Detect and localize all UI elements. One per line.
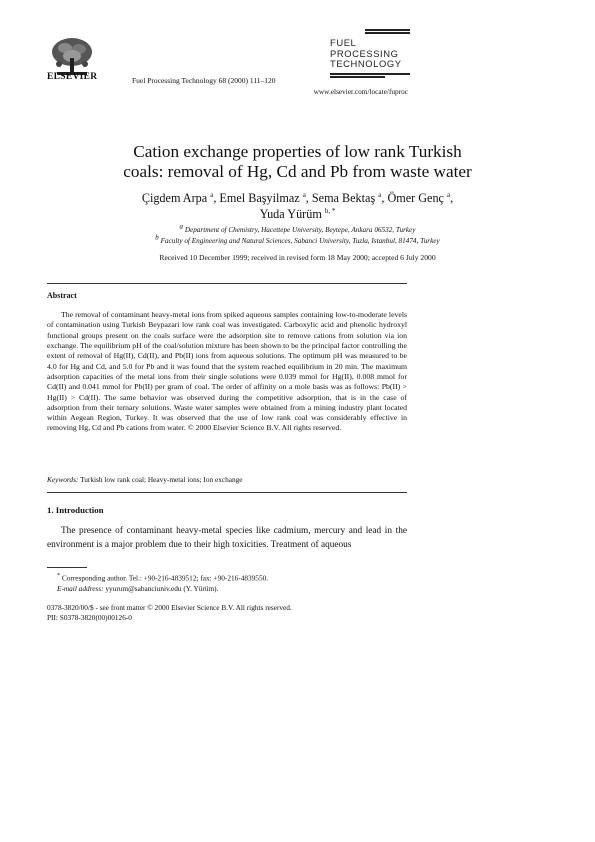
publisher-name: ELSEVIER (47, 72, 98, 82)
author-affil-marker: a (447, 190, 451, 199)
section-heading: 1. Introduction (47, 505, 104, 515)
section-text: The presence of contaminant heavy-metal species like cadmium, mercury and lead in the environment is a major problem due to their high toxicities. Treatment of aqueous (47, 526, 407, 551)
title-line: Cation exchange properties of low rank Turkish (133, 142, 462, 161)
email-label: E-mail address: (57, 583, 104, 593)
affiliations (40, 222, 555, 246)
copyright-line: 0378-3820/00/$ - see front matter © 2000 Elsevier Science B.V. All rights reserved. (47, 603, 292, 612)
author-affil-marker: a (302, 190, 306, 199)
keywords-label: Keywords: (47, 475, 79, 484)
journal-logo-line: TECHNOLOGY (330, 58, 402, 69)
affiliation-marker: a (179, 222, 184, 231)
affiliation-text: Department of Chemistry, Hacettepe University, Beytepe, Ankara 06532, Turkey (184, 226, 416, 234)
author-name: Sema Bektaş (311, 191, 376, 205)
author-name: Emel Başyilmaz (219, 191, 300, 205)
journal-logo (330, 28, 410, 79)
keywords-text: Turkish low rank coal; Heavy-metal ions; Ion exchange (80, 475, 243, 484)
keywords (47, 475, 407, 484)
logo-bar (365, 32, 410, 34)
logo-bar (365, 29, 410, 31)
abstract-text: The removal of contaminant heavy-metal ions from spiked aqueous samples containing low-to-moderate levels of contamination using Turkish Beypazari low rank coal was investigated. Carboxylic acid and phenolic hydroxyl functional groups present on the coals surface were the adsorption site to remove cations from solution via ion exchange. The equilibrium pH of the coal/solution mixture has been shown to be the principal factor controlling the extent of removal of Hg(II), Cd(II), and Pb(II) ions from aqueous solutions. The optimum pH was measured to be 4.0 for Hg and Cd, and 5.0 for Pb and it was found that the system reached equilibrium in 20 min. The maximum adsorption capacities of the metal ions from their single solutions were 0.039 mmol for Hg(II), 0.008 mmol for Cd(II) and 0.041 mmol for Pb(II) per gram of coal. The order of affinity on a mole basis was as follows: Pb(II) > Hg(II) > Cd(II). The same behavior was observed during the competitive adsorption, that is in the case of adsorption from their ternary solutions. Waste water samples were obtained from a mining industry plant located within Aegean Region, Turkey. It was observed that the use of low rank coal was considerably effective in removing Hg, Cd and Pb cations from water. © 2000 Elsevier Science B.V. All rights reserved. (47, 310, 407, 433)
footnote-marker: * (57, 573, 61, 579)
affiliation (40, 222, 555, 236)
logo-bar (330, 73, 410, 75)
pii-line: PII: S0378-3820(00)00126-0 (47, 613, 132, 623)
affiliation-marker: b (155, 233, 159, 242)
journal-reference: Fuel Processing Technology 68 (2000) 111–120 (132, 76, 276, 85)
journal-logo-line: FUEL (330, 37, 357, 48)
abstract-heading: Abstract (47, 291, 77, 300)
affiliation (40, 233, 555, 247)
footnote (47, 571, 407, 594)
title-line: coals: removal of Hg, Cd and Pb from waste water (123, 162, 472, 181)
footnote-divider (47, 567, 87, 568)
article-title (40, 142, 555, 182)
author-affil-marker: b, * (324, 206, 336, 215)
email-address[interactable]: yyurum@sabanciuniv.edu (Y. Yürüm). (105, 583, 219, 593)
journal-url[interactable]: www.elsevier.com/locate/fuproc (313, 87, 408, 96)
front-matter (47, 603, 407, 624)
author-name: Ömer Genç (387, 191, 444, 205)
author-name: Çigdem Arpa (141, 191, 208, 205)
journal-logo-text (330, 38, 410, 70)
logo-bar (330, 76, 385, 78)
received-dates: Received 10 December 1999; received in revised form 18 May 2000; accepted 6 July 2000 (159, 253, 436, 262)
author-affil-marker: a (210, 190, 214, 199)
author-name: Yuda Yürüm (259, 206, 322, 221)
author-affil-marker: a (378, 190, 382, 199)
divider (47, 492, 407, 493)
journal-logo-line: PROCESSING (330, 47, 399, 59)
footnote-contact: Corresponding author. Tel.: +90-216-4839512; fax: +90-216-4839550. (61, 573, 269, 583)
author-list: Çigdem Arpa $^a$, Emel Başyilmaz $^a$, Sema Bektaş $^a$, Ömer Genç $^a$, Yuda Yürüm $^{b, *}$ (141, 190, 454, 221)
divider (47, 283, 407, 284)
affiliation-text: Faculty of Engineering and Natural Sciences, Sabanci University, Tuzla, Istanbul, 81474, Turkey (160, 236, 440, 245)
